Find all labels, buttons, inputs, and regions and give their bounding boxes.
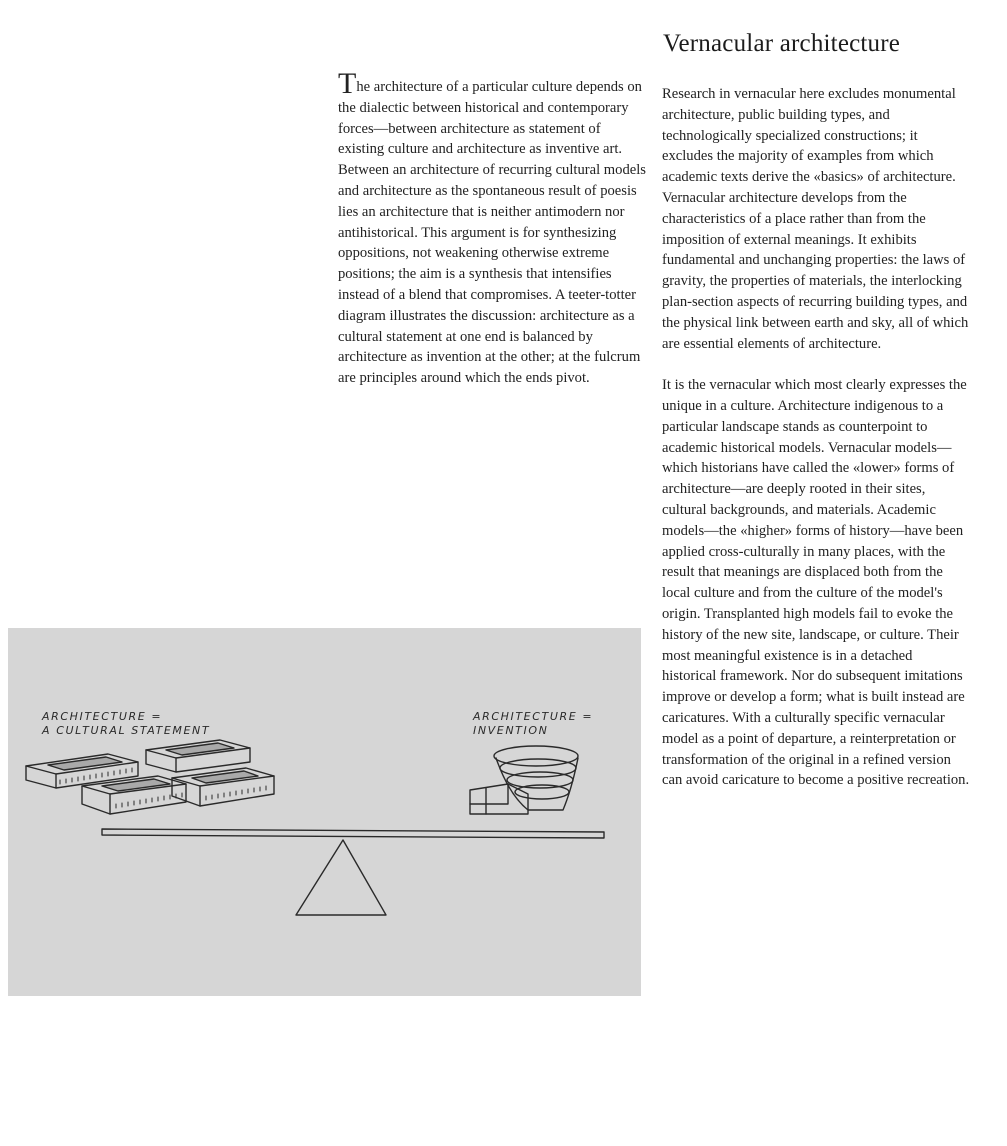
teeter-totter-figure [8,628,641,996]
left-label-line-2: A CULTURAL STATEMENT [42,724,211,737]
intro-paragraph-2: Between an architecture of recurring cultural models and architecture as the spontaneous result of poesis lies an architecture that is neither antimodern nor antihistorical. This argument is for synthesizing oppositions, not weakening otherwise extreme positions; the aim is a synthesis that intensifies instead of a blend that compromises. A teeter-totter diagram illustrates the discussion: architecture as a cultural statement at one end is balanced by architecture as invention at the other; at the fulcrum are principles around which the ends pivot. [338,162,646,387]
right-label-line-2: INVENTION [473,724,549,737]
fulcrum-triangle [296,840,386,915]
intro-paragraph-1 [338,67,648,160]
drop-cap: T [338,67,357,100]
body-column [662,84,970,791]
courtyard-blocks-drawing [26,740,274,814]
seesaw-beam [102,829,604,838]
intro-paragraph-1-text: he architecture of a particular culture depends on the dialectic between historical and contemporary forces—between architecture as statement of existing culture and architecture as inventive art. [338,79,642,158]
right-label-line-1: ARCHITECTURE = [473,710,594,723]
left-label-line-1: ARCHITECTURE = [42,710,163,723]
teeter-totter-drawing [8,628,641,996]
body-paragraph-2: It is the vernacular which most clearly expresses the unique in a culture. Architecture indigenous to a particular landscape stands as counterpoint to academic historical models. Vernacular models—which historians have called the «lower» forms of architecture—are deeply rooted in their sites, cultural backgrounds, and materials. Academic models—the «higher» forms of history—have been applied cross-culturally in many places, with the result that meanings are displaced both from the local culture and from the culture of the model's origin. Transplanted high models fail to evoke the history of the new site, landscape, or culture. Their most meaningful existence is in a detached historical framework. Nor do subsequent imitations improve or develop a form; what is built instead are caricatures. With a culturally specific vernacular model as a point of departure, a reinterpretation or transformation of the original in a refined version can avoid caricature to become a positive recreation. [662,377,970,789]
body-paragraph-1: Research in vernacular here excludes monumental architecture, public building types, and technologically specialized constructions; it excludes the majority of examples from which academic texts derive the «basics» of architecture. Vernacular architecture develops from the characteristics of a place rather than from the imposition of external meanings. It exhibits fundamental and unchanging properties: the laws of gravity, the properties of materials, the interlocking plan-section aspects of recurring building types, and the physical link between earth and sky, all of which are essential elements of architecture. [662,86,969,352]
invention-sculpture-drawing [470,746,578,814]
intro-column [338,67,648,389]
page-title: Vernacular architecture [663,30,901,57]
